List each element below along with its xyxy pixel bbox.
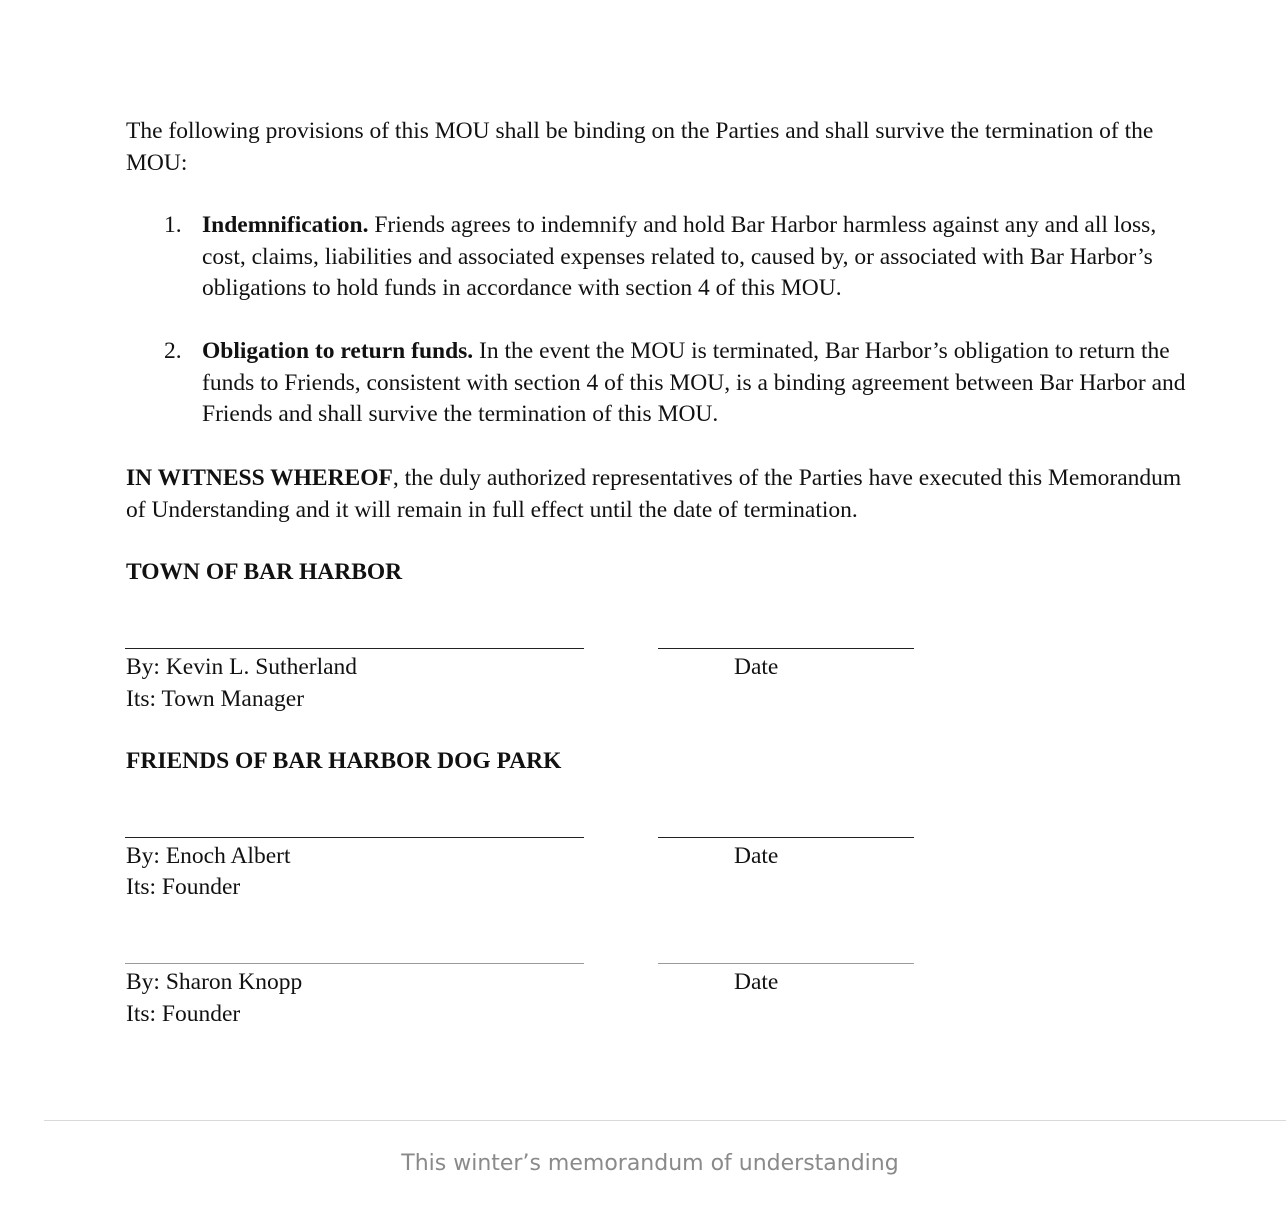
party-heading: TOWN OF BAR HARBOR xyxy=(126,559,403,585)
signer-name: By: Enoch Albert xyxy=(126,843,291,869)
signature-line xyxy=(125,963,584,964)
signer-title: Its: Founder xyxy=(126,874,241,900)
provision-title: Indemnification. xyxy=(202,212,369,238)
provision-body xyxy=(202,210,1202,305)
provision-number: 2. xyxy=(164,338,182,364)
date-line xyxy=(658,837,914,838)
date-line xyxy=(658,963,914,964)
date-label: Date xyxy=(734,843,779,869)
provision-body xyxy=(202,336,1202,431)
witness-text: , the duly authorized representatives of the Parties have executed this Memorandum of Understanding and it will remain in full effect until the date of termination. xyxy=(126,465,1182,523)
signature-line xyxy=(125,837,584,838)
signer-title: Its: Town Manager xyxy=(126,686,305,712)
provision-title: Obligation to return funds. xyxy=(202,338,474,364)
date-line xyxy=(658,648,914,649)
signer-name: By: Kevin L. Sutherland xyxy=(126,654,358,680)
signer-name: By: Sharon Knopp xyxy=(126,969,303,995)
party-heading: FRIENDS OF BAR HARBOR DOG PARK xyxy=(126,748,562,774)
witness-paragraph xyxy=(126,463,1201,526)
date-label: Date xyxy=(734,969,779,995)
provision-text: Friends agrees to indemnify and hold Bar Harbor harmless against any and all loss, cost, claims, liabilities and associated expenses related to, caused by, or associated with Bar Harbor’s obligations to hold funds in accordance with section 4 of this MOU. xyxy=(202,212,1157,301)
intro-paragraph: The following provisions of this MOU shall be binding on the Parties and shall survive the termination of the MOU: xyxy=(126,118,1154,176)
signature-line xyxy=(125,648,584,649)
witness-lead: IN WITNESS WHEREOF xyxy=(126,465,393,491)
provision-number: 1. xyxy=(164,212,182,238)
date-label: Date xyxy=(734,654,779,680)
caption-divider xyxy=(44,1120,1286,1121)
signer-title: Its: Founder xyxy=(126,1001,241,1027)
image-caption: This winter’s memorandum of understanding xyxy=(401,1151,899,1176)
provision-text: In the event the MOU is terminated, Bar Harbor’s obligation to return the funds to Friends, consistent with section 4 of this MOU, is a binding agreement between Bar Harbor and Friends and shall survive the termination of this MOU. xyxy=(202,338,1186,427)
